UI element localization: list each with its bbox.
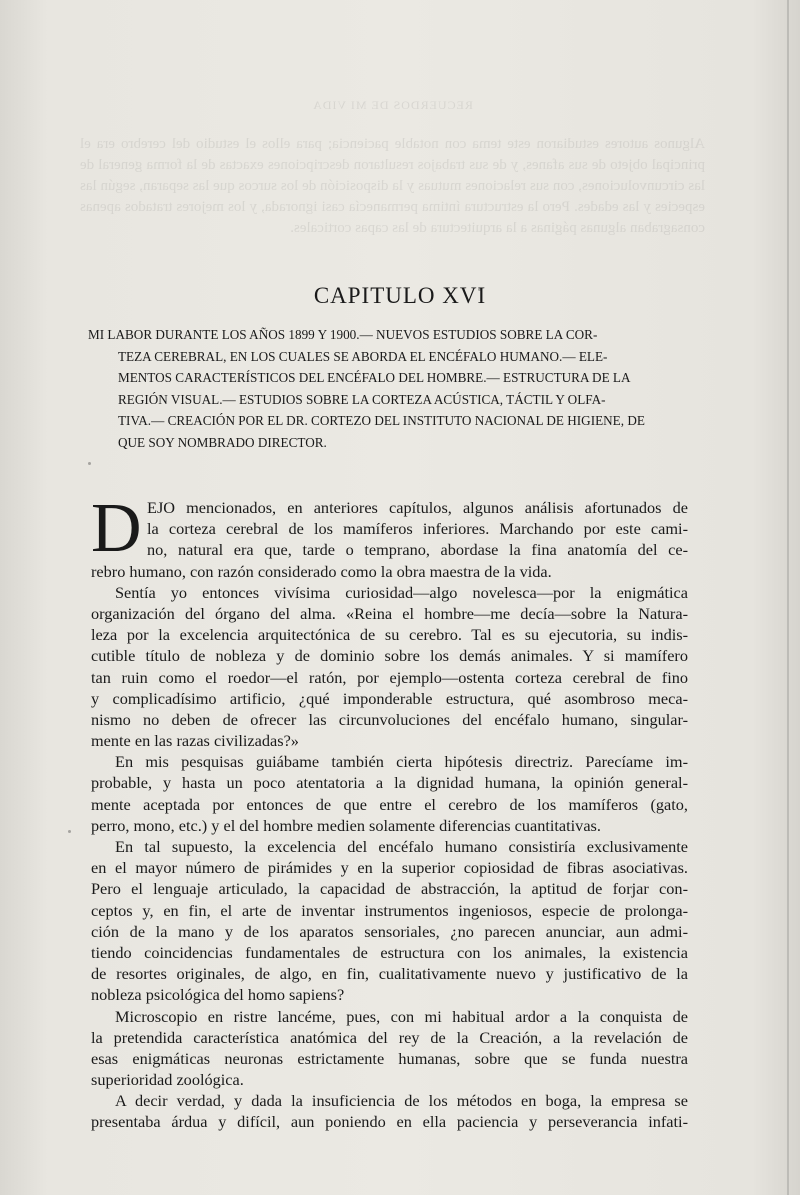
chapter-title: CAPITULO XVI xyxy=(313,283,487,308)
summary-line: MENTOS CARACTERÍSTICOS DEL ENCÉFALO DEL HOMBRE.— ESTRUCTURA DE LA xyxy=(118,370,631,385)
text-line: la corteza cerebral de los mamíferos inferiores. Marchando por este cami- xyxy=(147,519,688,539)
text-line: de resortes originales, de algo, en fin, cualitativamente nuevo y justificativo de la xyxy=(91,964,688,984)
ink-speck xyxy=(88,462,91,465)
text-line: superioridad zoológica. xyxy=(91,1070,244,1090)
summary-line: MI LABOR DURANTE LOS AÑOS 1899 Y 1900.— NUEVOS ESTUDIOS SOBRE LA COR- xyxy=(88,327,598,342)
show-through-text: RECUERDOS DE MI VIDA Algunos autores estudiaron este tema con notable paciencia; para ellos el estudio del cerebro era el principal objeto de sus afanes, y de sus trabajos resultaron descripciones exactas de la forma general de las circunvoluciones, con sus relaciones mutuas y la disposición de los surcos que las separan, según las especies y las edades. Pero la estructura íntima permanecía casi ignorada, y los mejores tratados apenas consagraban algunas páginas a la arquitectura de las capas corticales. xyxy=(80,98,705,236)
drop-cap: D xyxy=(91,490,142,567)
ink-speck xyxy=(68,830,71,833)
page-crease xyxy=(787,0,789,1195)
text-line: organización del órgano del alma. «Reina el hombre—me decía—sobre la Natura- xyxy=(91,603,688,623)
text-line: mente aceptada por entonces de que entre el cerebro de los mamíferos (gato, xyxy=(91,794,688,814)
text-line: Microscopio en ristre lancéme, pues, con mi habitual ardor a la conquista de xyxy=(115,1006,688,1026)
text-line: esas enigmáticas neuronas estrictamente humanas, sobre que se funda nuestra xyxy=(91,1048,688,1068)
text-line: A decir verdad, y dada la insuficiencia de los métodos en boga, la empresa se xyxy=(115,1091,688,1111)
text-line: ción de la mano y de los aparatos sensoriales, ¿no parecen anunciar, aun admi- xyxy=(91,921,688,941)
summary-line: REGIÓN VISUAL.— ESTUDIOS SOBRE LA CORTEZA ACÚSTICA, TÁCTIL Y OLFA- xyxy=(118,391,606,407)
text-line: la pretendida característica anatómica del rey de la Creación, a la revelación de xyxy=(91,1027,688,1047)
text-line: probable, y hasta un poco atentatoria a la dignidad humana, la opinión general- xyxy=(91,773,688,793)
text-line: mente en las razas civilizadas?» xyxy=(91,731,299,751)
chapter-summary xyxy=(88,324,686,453)
text-line: nobleza psicológica del homo sapiens? xyxy=(91,985,345,1005)
summary-line: TIVA.— CREACIÓN POR EL DR. CORTEZO DEL INSTITUTO NACIONAL DE HIGIENE, DE xyxy=(118,413,645,428)
text-line: leza por la excelencia arquitectónica de su cerebro. Tal es su ejecutoria, su indis- xyxy=(91,625,688,645)
text-line: perro, mono, etc.) y el del hombre medien solamente diferencias cuantitativas. xyxy=(91,815,601,835)
text-line: y complicadísimo artificio, ¿qué imponderable estructura, qué asombroso meca- xyxy=(91,688,688,708)
text-line: En mis pesquisas guiábame también cierta hipótesis directriz. Parecíame im- xyxy=(115,752,688,772)
text-line: no, natural era que, tarde o temprano, abordase la fina anatomía del ce- xyxy=(147,540,688,560)
text-line: en el mayor número de pirámides y en la superior copiosidad de fibras asociativas. xyxy=(91,858,688,878)
text-line: Pero el lenguaje articulado, la capacidad de abstracción, la aptitud de forjar con- xyxy=(91,879,688,899)
text-line: En tal supuesto, la excelencia del encéfalo humano consistiría exclusivamente xyxy=(115,837,688,856)
text-line: cutible título de nobleza y de dominio sobre los demás animales. Y si mamífero xyxy=(91,646,688,666)
text-line: Sentía yo entonces vivísima curiosidad—algo novelesca—por la enigmática xyxy=(115,582,688,602)
text-line: presentaba árdua y difícil, aun poniendo en ella paciencia y perseverancia infati- xyxy=(91,1112,688,1132)
text-line: EJO mencionados, en anteriores capítulos, algunos análisis afortunados de xyxy=(147,498,688,517)
text-line: nismo no deben de ofrecer las circunvoluciones del encéfalo humano, singular- xyxy=(91,709,688,729)
text-line: tan ruin como el roedor—el ratón, por ejemplo—ostenta corteza cerebral de fino xyxy=(91,667,688,687)
text-line: ceptos y, en fin, el arte de inventar instrumentos ingeniosos, especie de prolonga- xyxy=(91,900,688,920)
summary-line: QUE SOY NOMBRADO DIRECTOR. xyxy=(118,434,327,450)
chapter-body xyxy=(91,490,688,1133)
summary-line: TEZA CEREBRAL, EN LOS CUALES SE ABORDA EL ENCÉFALO HUMANO.— ELE- xyxy=(118,348,608,364)
text-line: tiendo coincidencias fundamentales de estructura con los animales, la existencia xyxy=(91,942,688,962)
text-line: rebro humano, con razón considerado como la obra maestra de la vida. xyxy=(91,561,552,581)
